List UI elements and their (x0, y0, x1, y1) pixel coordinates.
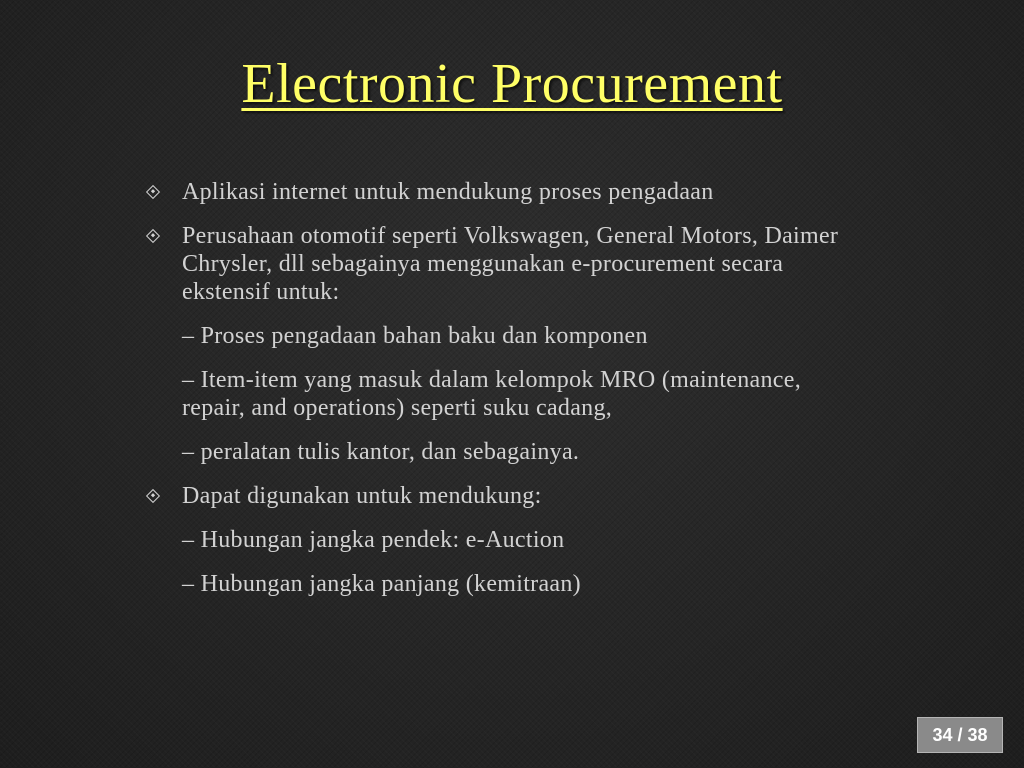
slide-title: Electronic Procurement (241, 53, 783, 115)
diamond-bullet-icon (146, 185, 160, 199)
bullet-item (148, 178, 868, 206)
slide-body (148, 178, 868, 614)
bullet-item (148, 222, 868, 306)
bullet-text: Aplikasi internet untuk mendukung proses pengadaan (182, 179, 714, 205)
sub-item: – peralatan tulis kantor, dan sebagainya. (182, 439, 580, 465)
sub-item: – Hubungan jangka panjang (kemitraan) (182, 571, 581, 597)
sub-item: – Proses pengadaan bahan baku dan komponen (182, 323, 648, 349)
bullet-text: Perusahaan otomotif seperti Volkswagen, General Motors, Daimer Chrysler, dll sebagainya menggunakan e-procurement secara ekstensif untuk: (182, 223, 839, 305)
sub-item: – Hubungan jangka pendek: e-Auction (182, 527, 565, 553)
page-number-badge[interactable]: 34 / 38 (917, 717, 1003, 753)
diamond-bullet-icon (146, 229, 160, 243)
sub-item: – Item-item yang masuk dalam kelompok MRO (maintenance, repair, and operations) seperti suku cadang, (182, 367, 802, 421)
bullet-text: Dapat digunakan untuk mendukung: (182, 483, 542, 509)
bullet-item (148, 482, 868, 510)
diamond-bullet-icon (146, 489, 160, 503)
